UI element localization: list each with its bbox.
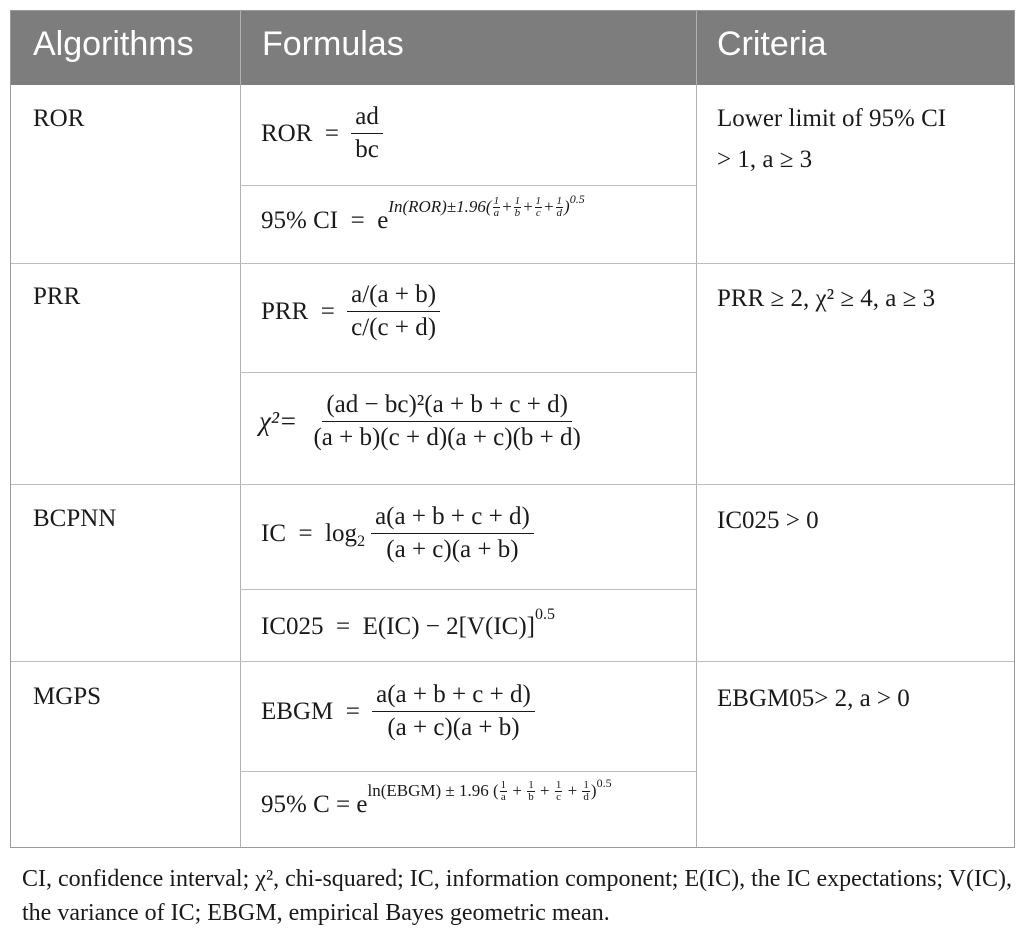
subrow-divider bbox=[240, 185, 696, 186]
row-divider bbox=[11, 661, 1014, 662]
algorithm-prr: PRR bbox=[33, 283, 81, 310]
formula-ic: IC = log 2 $\frac{a(a + b + c + d)}{(a + c)(a + b)}$ bbox=[261, 503, 540, 564]
formula-ebgm: EBGM = $\frac{a(a + b + c + d)}{(a + c)(a + b)}$ bbox=[261, 681, 541, 742]
algorithm-ror: ROR bbox=[33, 105, 85, 132]
header-criteria: Criteria bbox=[717, 25, 827, 63]
algorithm-bcpnn: BCPNN bbox=[33, 505, 117, 532]
subrow-divider bbox=[240, 771, 696, 772]
criteria-ror-line1: Lower limit of 95% CI bbox=[717, 105, 947, 132]
row-divider bbox=[11, 263, 1014, 264]
criteria-ror-line2: > 1, a ≥ 3 bbox=[717, 146, 813, 173]
formula-ebgm-ci: 95% C = e ln(EBGM) ± 1.96 ( 1 a + 1 b + 1 c + 1 d ) 0.5 bbox=[261, 775, 612, 818]
header-formulas: Formulas bbox=[262, 25, 404, 63]
formula-chi-squared: χ²= $\frac{\text{(ad − bc)²(a + b + c + d)}}{(a + b)(c + d)(a + c)(b + d)}$ bbox=[259, 391, 581, 451]
col-divider-2 bbox=[696, 11, 697, 847]
table-header bbox=[11, 11, 1014, 85]
criteria-mgps: EBGM05> 2, a > 0 bbox=[717, 685, 910, 712]
col-divider-1 bbox=[240, 11, 241, 847]
algorithm-mgps: MGPS bbox=[33, 683, 102, 710]
subrow-divider bbox=[240, 372, 696, 373]
formula-ror-ci: 95% CI = e In(ROR)±1.96( 1 a + 1 b + 1 c + 1 d ) 0.5 bbox=[261, 191, 585, 234]
criteria-prr: PRR ≥ 2, χ² ≥ 4, a ≥ 3 bbox=[717, 285, 936, 312]
subrow-divider bbox=[240, 589, 696, 590]
formula-ic025: IC025 = E(IC) − 2[V(IC)] 0.5 bbox=[261, 606, 555, 640]
formula-prr: PRR = $\frac{a/(a + b)}{c/(c + d)}$ bbox=[261, 281, 446, 342]
row-divider bbox=[11, 484, 1014, 485]
table-footnote: CI, confidence interval; χ², chi-squared; IC, information component; E(IC), the IC expectations; V(IC), the variance of IC; EBGM, empirical Bayes geometric mean. bbox=[22, 866, 1012, 926]
formula-ror: ROR = $\frac{ad}{bc}$ bbox=[261, 103, 389, 164]
criteria-bcpnn: IC025 > 0 bbox=[717, 507, 819, 534]
algorithms-table bbox=[10, 10, 1015, 848]
header-algorithms: Algorithms bbox=[33, 25, 194, 63]
